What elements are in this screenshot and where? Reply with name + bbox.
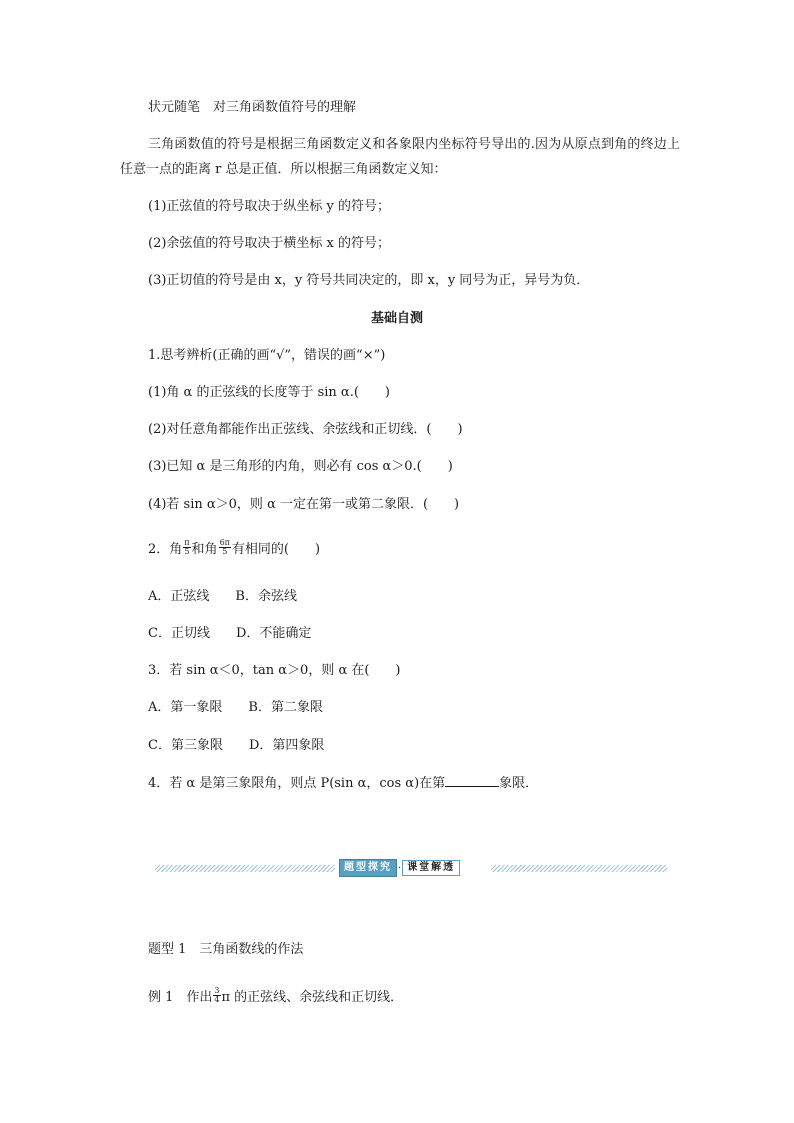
q2-stem: [148, 538, 321, 559]
q3-options-row-2: C．第三象限 D．第四象限: [148, 738, 325, 753]
note-item-2: (2)余弦值的符号取决于横坐标 x 的符号；: [148, 236, 391, 251]
banner-label-left: 题型探究: [339, 859, 397, 877]
example-1-fraction: [213, 987, 220, 1004]
example-1-fraction-den: 4: [214, 995, 220, 1004]
banner-hatch-right: [491, 865, 667, 872]
example-1-pi: π: [221, 990, 231, 1005]
q4-prefix: 4．若 α 是第三象限角，则点 P(sin α，cos α)在第: [148, 776, 446, 791]
q2-options-row-2: C．正切线 D．不能确定: [148, 626, 312, 641]
example-1-fraction-num: 3: [214, 986, 220, 995]
example-1: [148, 986, 404, 1007]
q2-fraction-1-den: 5: [184, 547, 190, 556]
q2-fraction-2-num: 6π: [219, 538, 230, 547]
q1-stem: 1.思考辨析(正确的画“√”，错误的画“×”): [148, 348, 386, 363]
q1-item-1: (1)角 α 的正弦线的长度等于 sin α.( ): [148, 385, 390, 400]
example-1-prefix: 例 1 作出: [148, 990, 213, 1005]
q1-item-2: (2)对任意角都能作出正弦线、余弦线和正切线．( ): [148, 422, 463, 437]
q2-prefix: 2．角: [148, 542, 183, 557]
q1-item-4: (4)若 sin α＞0，则 α 一定在第一或第二象限．( ): [148, 497, 460, 512]
q1-item-3: (3)已知 α 是三角形的内角，则必有 cos α＞0.( ): [148, 459, 453, 474]
q2-fraction-2: [219, 539, 231, 556]
q2-suffix: 有相同的( ): [231, 542, 321, 557]
banner-dot: ·: [398, 862, 402, 874]
note-intro: 三角函数值的符号是根据三角函数定义和各象限内坐标符号导出的.因为从原点到角的终边上任意一点的距离 r 总是正值．所以根据三角函数定义知：: [120, 137, 680, 177]
example-1-suffix: 的正弦线、余弦线和正切线．: [230, 990, 404, 1005]
self-test-heading: 基础自测: [370, 311, 423, 326]
q2-fraction-1: [183, 539, 190, 556]
q4-stem: [148, 774, 538, 793]
q2-mid: 和角: [191, 542, 218, 557]
note-item-3: (3)正切值的符号是由 x，y 符号共同决定的，即 x，y 同号为正，异号为负．: [148, 273, 590, 288]
type1-title: 题型 1 三角函数线的作法: [148, 942, 304, 957]
banner-label-right: 课堂解透: [402, 860, 460, 876]
note-title: 状元随笔 对三角函数值符号的理解: [148, 100, 357, 115]
q3-stem: 3．若 sin α＜0，tan α＞0，则 α 在( ): [148, 663, 401, 678]
q2-fraction-1-num: π: [184, 538, 190, 547]
section-banner: [155, 859, 667, 879]
note-item-1: (1)正弦值的符号取决于纵坐标 y 的符号；: [148, 199, 391, 214]
q2-fraction-2-den: 5: [222, 547, 228, 556]
q3-options-row-1: A．第一象限 B．第二象限: [148, 700, 323, 715]
q2-options-row-1: A．正弦线 B．余弦线: [148, 589, 297, 604]
q4-answer-blank: [445, 774, 499, 787]
q4-suffix: 象限．: [499, 776, 539, 791]
banner-hatch-left: [155, 865, 335, 872]
banner-label: [339, 860, 460, 876]
